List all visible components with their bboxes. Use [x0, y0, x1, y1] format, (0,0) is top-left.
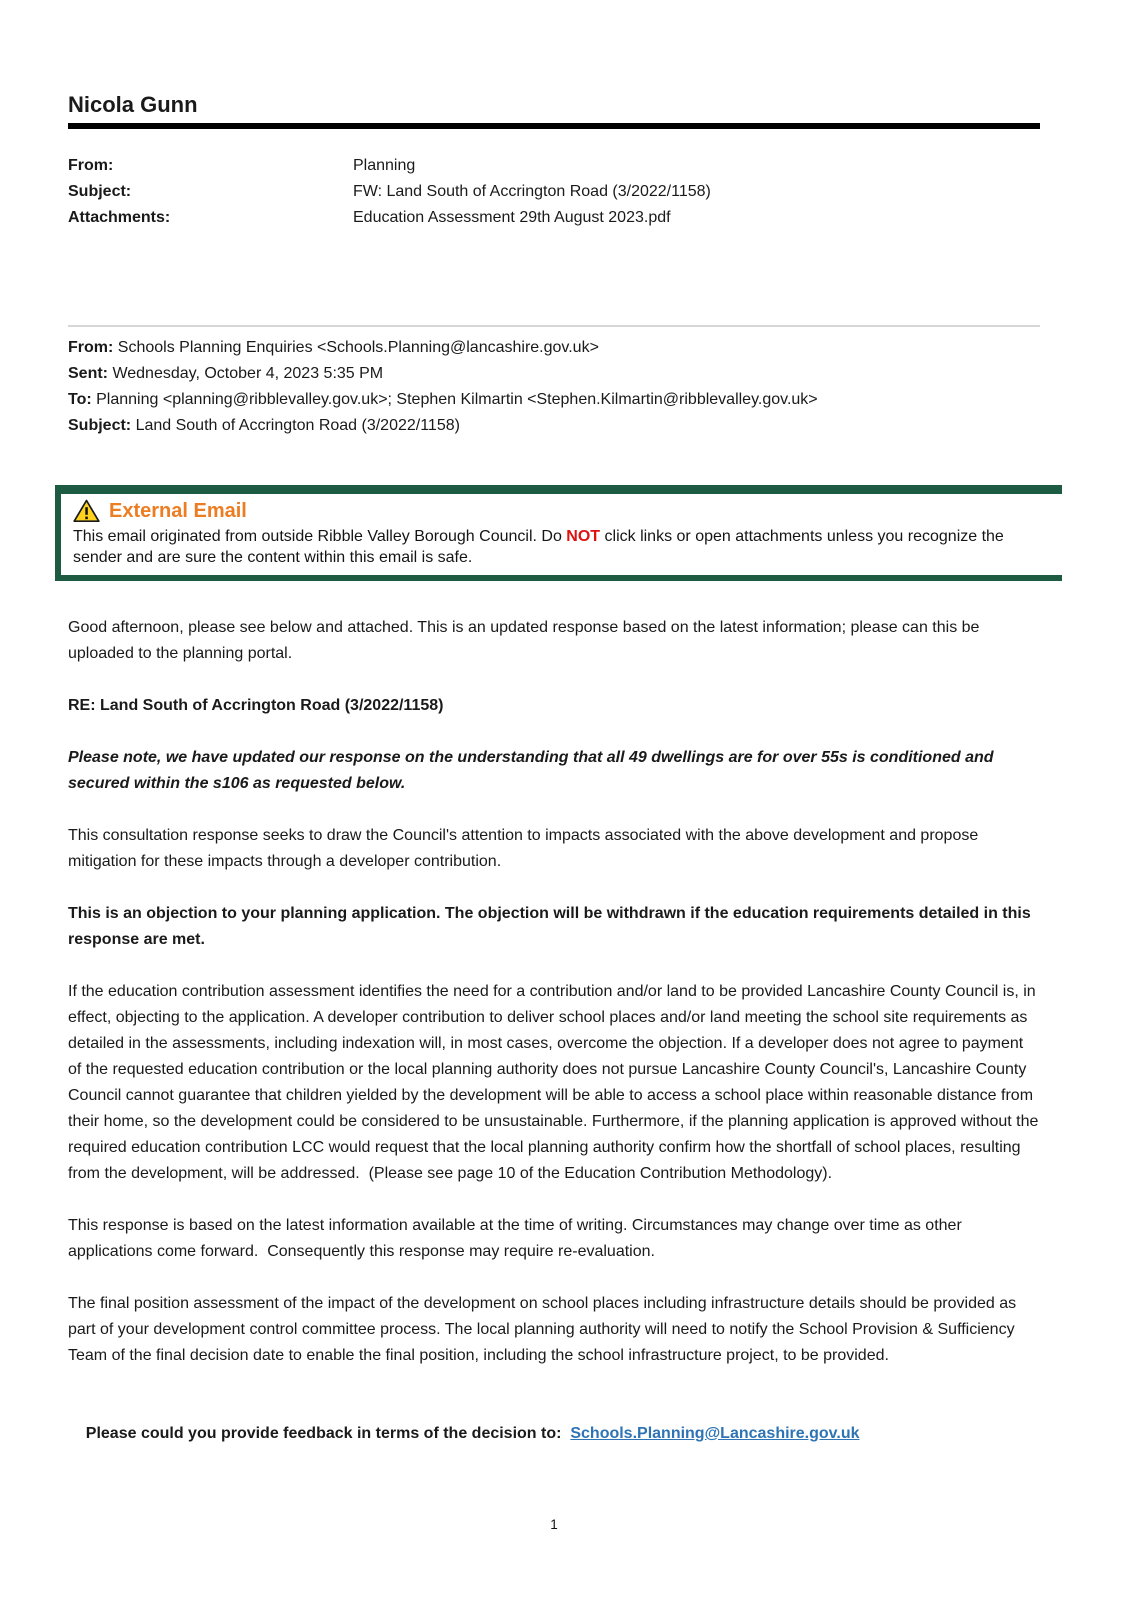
feedback-label: Please could you provide feedback in terms of the decision to: — [85, 1425, 571, 1442]
paragraph-re-line: RE: Land South of Accrington Road (3/2022/1158) — [68, 697, 444, 714]
external-email-warning-banner — [55, 485, 1062, 581]
warning-triangle-icon — [73, 499, 100, 523]
forwarded-message-headers — [68, 335, 1040, 439]
subject-value: FW: Land South of Accrington Road (3/2022/1158) — [353, 183, 711, 200]
paragraph-contribution-detail: If the education contribution assessment identifies the need for a contribution and/or land to be provided Lancashire County Council is, in effect, objecting to the application. A developer contribution to deliver school places and/or land meeting the school site requirements as detailed in the assessments, including indexation will, in most cases, overcome the objection. If a developer does not agree to payment of the requested education contribution or the local planning authority does not pursue Lancashire County Council's, Lancashire County Council cannot guarantee that children yielded by the development will be able to access a school place within reasonable distance from their home, so the development could be considered to be unsustainable. Furthermore, if the planning application is approved without the required education contribution LCC would request that the local planning authority confirm how the shortfall of school places, resulting from the development, will be addressed. (Please see page 10 of the Education Contribution Methodology). — [68, 983, 1043, 1182]
from-label: From: — [68, 157, 114, 174]
fwd-subject-label: Subject: — [68, 417, 132, 434]
section-divider — [68, 325, 1040, 327]
field-row-subject — [68, 179, 1040, 205]
attachments-label: Attachments: — [68, 209, 171, 226]
fwd-from-row — [68, 335, 1040, 361]
fwd-from-label: From: — [68, 339, 114, 356]
external-banner-text — [73, 526, 1050, 568]
fwd-sent-value: Wednesday, October 4, 2023 5:35 PM — [108, 365, 384, 382]
external-banner-not-word: NOT — [566, 528, 601, 545]
feedback-email-link[interactable]: Schools.Planning@Lancashire.gov.uk — [570, 1425, 860, 1442]
from-value: Planning — [353, 157, 416, 174]
paragraph-final-position: The final position assessment of the impact of the development on school places including infrastructure details should be provided as part of your development control committee process. The local planning authority will need to notify the School Provision & Sufficiency Team of the final decision date to enable the final position, including the school infrastructure project, to be provided. — [68, 1295, 1021, 1364]
fwd-subject-row — [68, 413, 1040, 439]
recipient-name: Nicola Gunn — [68, 92, 198, 117]
fwd-sent-label: Sent: — [68, 365, 108, 382]
external-banner-text-after: click links or open attachments unless you recognize the sender and are sure the content within this email is safe. — [73, 528, 1004, 566]
external-banner-text-before: This email originated from outside Ribble Valley Borough Council. Do — [73, 528, 567, 545]
feedback-request-line — [68, 1395, 1040, 1473]
external-banner-title-row — [73, 499, 1050, 523]
page-number: 1 — [550, 1517, 558, 1532]
paragraph-note: Please note, we have updated our response on the understanding that all 49 dwellings are for over 55s is conditioned and secured within the s106 as requested below. — [68, 749, 998, 792]
fwd-to-value: Planning <planning@ribblevalley.gov.uk>; Stephen Kilmartin <Stephen.Kilmartin@ribblevalley.gov.uk> — [91, 391, 818, 408]
paragraph-latest-information: This response is based on the latest information available at the time of writing. Circumstances may change over time as other applications come forward. Consequently this response may require re-evaluation. — [68, 1217, 967, 1260]
paragraph-consultation: This consultation response seeks to draw the Council's attention to impacts associated with the above development and propose mitigation for these impacts through a developer contribution. — [68, 827, 983, 870]
paragraph-greeting: Good afternoon, please see below and attached. This is an updated response based on the latest information; please can this be uploaded to the planning portal. — [68, 619, 984, 662]
attachments-value: Education Assessment 29th August 2023.pdf — [353, 209, 671, 226]
field-row-from — [68, 153, 1040, 179]
subject-label: Subject: — [68, 183, 132, 200]
field-row-attachments — [68, 205, 1040, 231]
fwd-to-label: To: — [68, 391, 92, 408]
title-divider — [68, 123, 1040, 129]
external-email-title: External Email — [109, 499, 247, 522]
fwd-sent-row — [68, 361, 1040, 387]
message-fields — [68, 153, 1040, 231]
paragraph-objection: This is an objection to your planning application. The objection will be withdrawn if the education requirements detailed in this response are met. — [68, 905, 1036, 948]
fwd-from-value: Schools Planning Enquiries <Schools.Planning@lancashire.gov.uk> — [113, 339, 599, 356]
fwd-to-row — [68, 387, 1040, 413]
fwd-subject-value: Land South of Accrington Road (3/2022/1158) — [131, 417, 460, 434]
